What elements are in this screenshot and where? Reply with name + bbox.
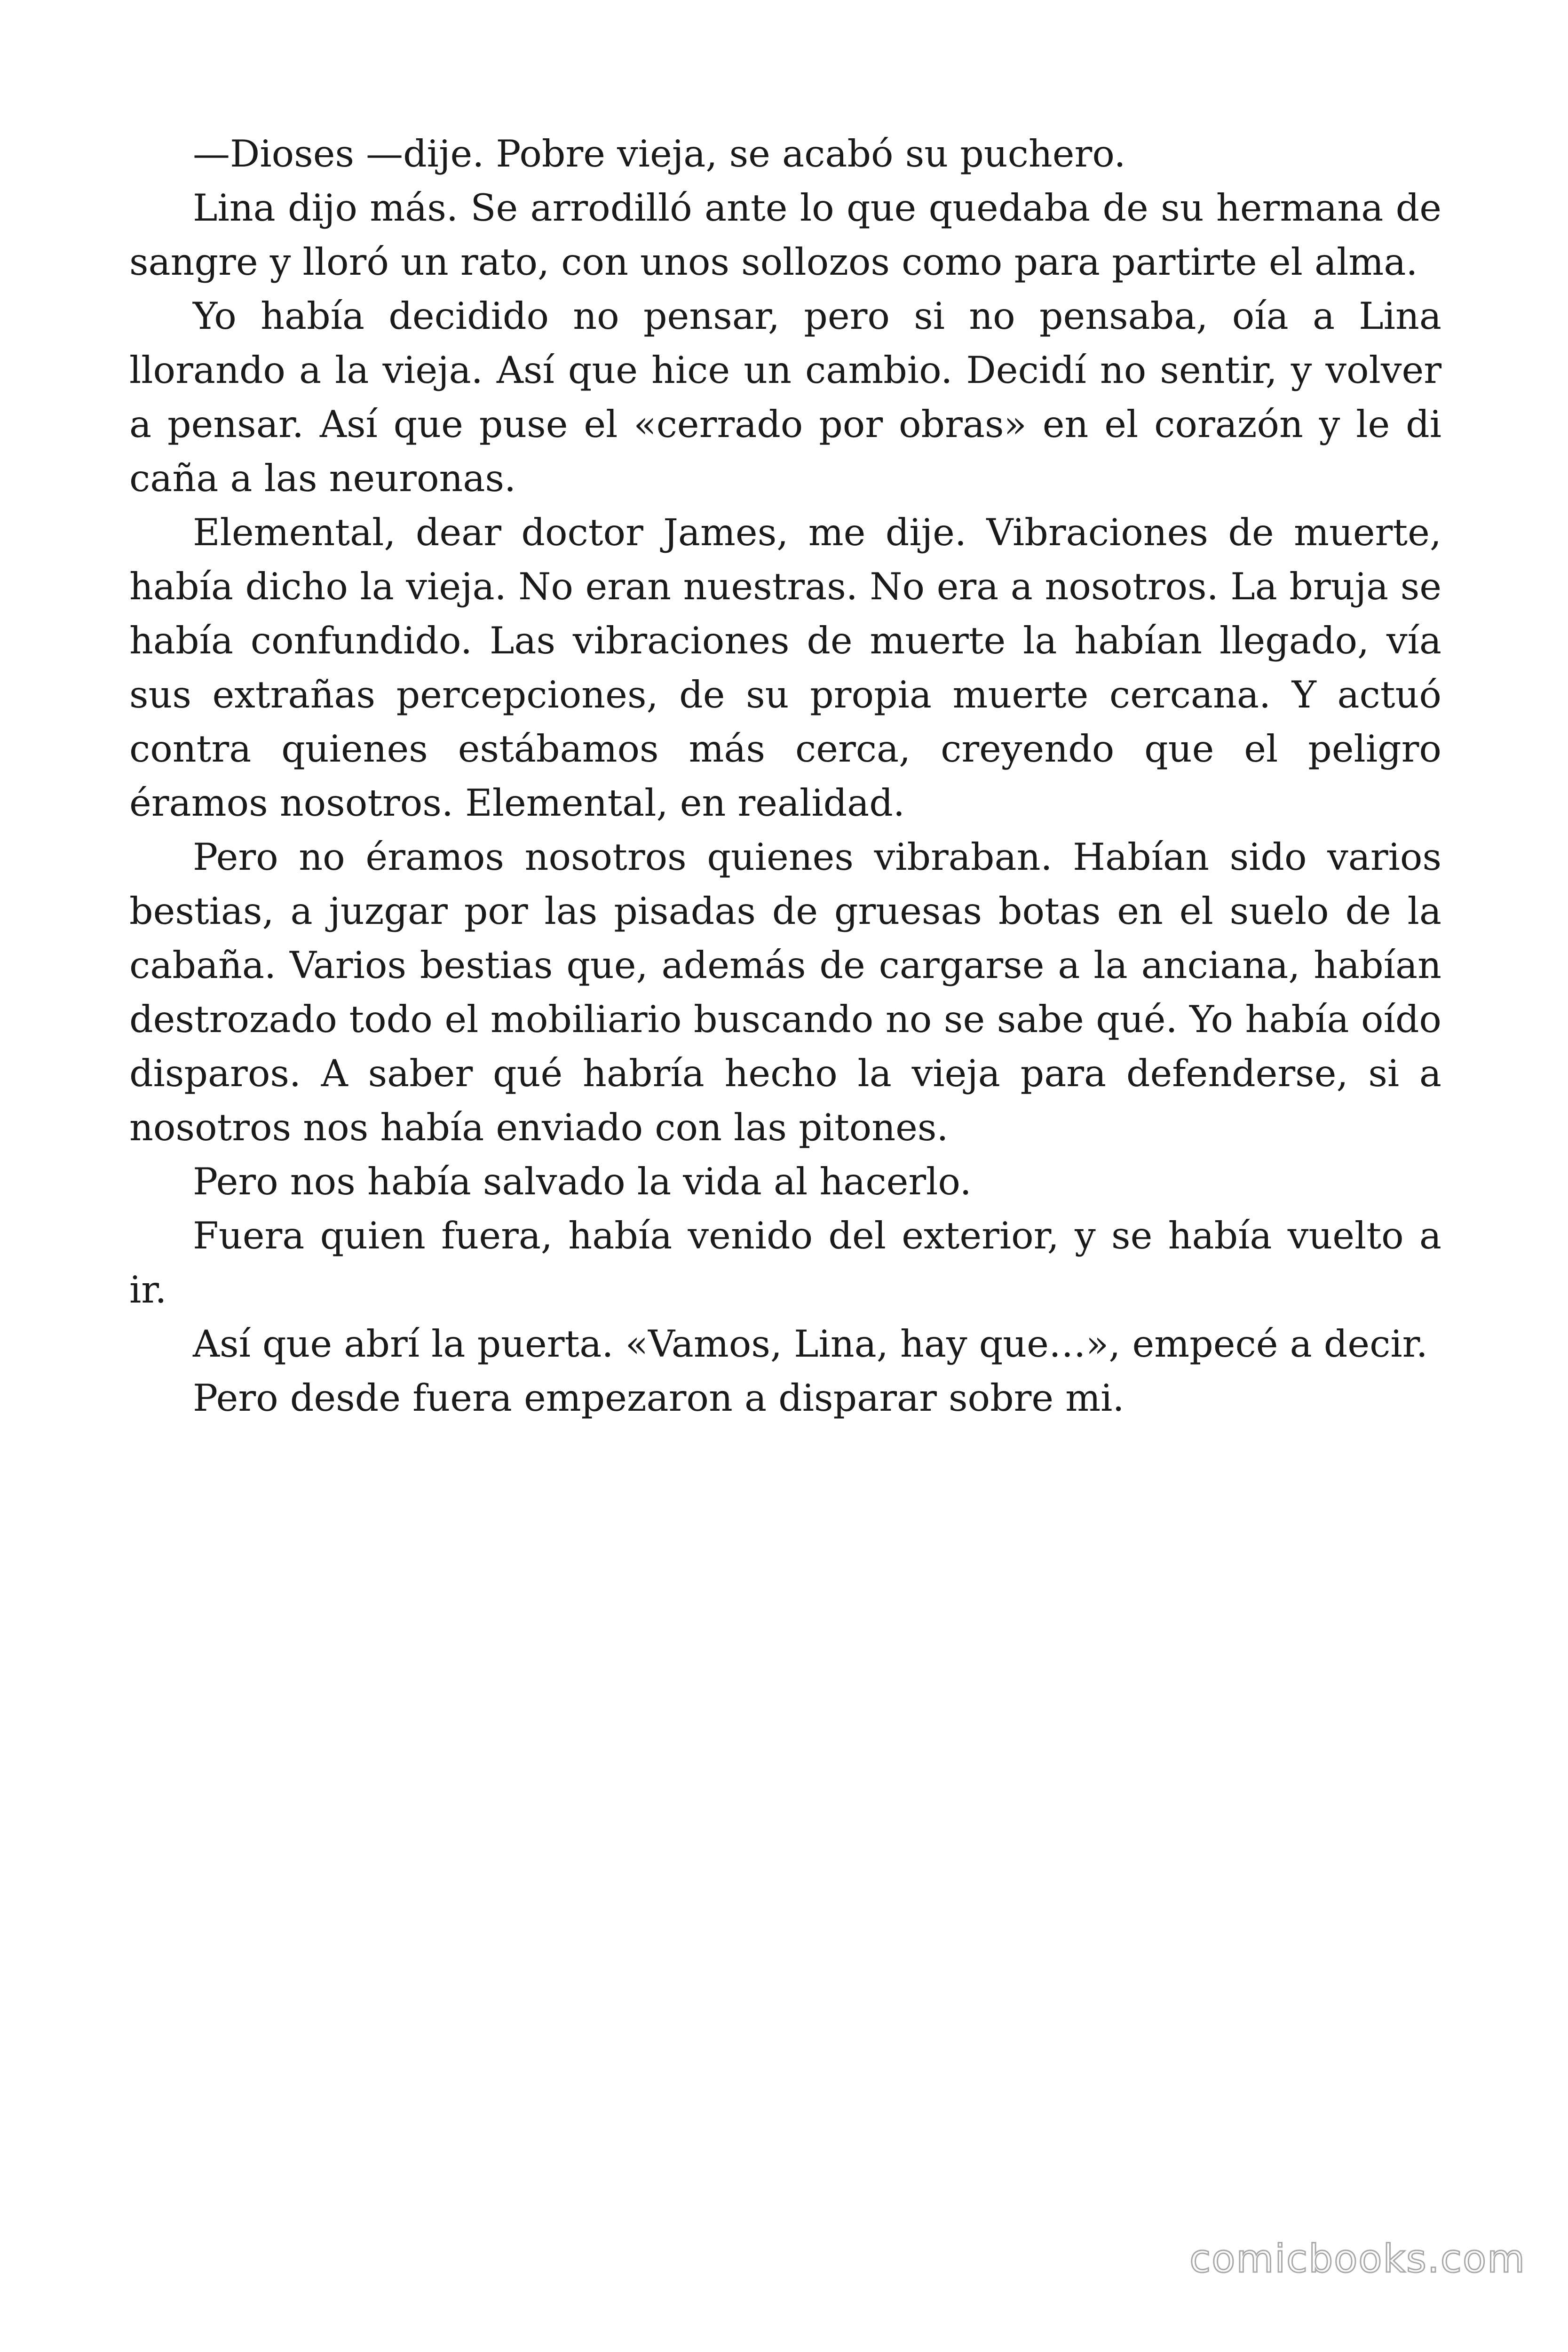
paragraph: Pero nos había salvado la vida al hacerlo. [193, 1160, 972, 1203]
paragraph: Elemental, dear doctor James, me dije. Vibraciones de muerte, había dicho la vieja. No eran nuestras. No era a nosotros. La bruja se había confundido. Las vibraciones de muerte la habían llegado, vía sus extrañas percepciones, de su propia muerte cercana. Y actuó contra quienes estábamos más cerca, creyendo que el peligro éramos nosotros. Elemental, en realidad. [129, 511, 1441, 825]
paragraph: Lina dijo más. Se arrodilló ante lo que quedaba de su hermana de sangre y lloró un rato, con unos sollozos como para partirte el alma. [129, 186, 1441, 284]
paragraph: —Dioses —dije. Pobre vieja, se acabó su puchero. [193, 132, 1126, 175]
paragraph: Pero no éramos nosotros quienes vibraban. Habían sido varios bestias, a juzgar por las pisadas de gruesas botas en el suelo de la cabaña. Varios bestias que, además de cargarse a la anciana, habían destrozado todo el mobiliario buscando no se sabe qué. Yo había oído disparos. A saber qué habría hecho la vieja para defenderse, si a nosotros nos había enviado con las pitones. [129, 835, 1441, 1149]
page-body [129, 127, 1441, 1425]
paragraph: Pero desde fuera empezaron a disparar sobre mi. [193, 1376, 1125, 1420]
watermark: comicbooks.com [1189, 2237, 1526, 2281]
paragraph: Yo había decidido no pensar, pero si no pensaba, oía a Lina llorando a la vieja. Así que hice un cambio. Decidí no sentir, y volver a pensar. Así que puse el «cerrado por obras» en el corazón y le di caña a las neuronas. [129, 294, 1441, 500]
paragraph: Fuera quien fuera, había venido del exterior, y se había vuelto a ir. [129, 1214, 1441, 1311]
paragraph: Así que abrí la puerta. «Vamos, Lina, hay que…», empecé a decir. [193, 1322, 1428, 1366]
